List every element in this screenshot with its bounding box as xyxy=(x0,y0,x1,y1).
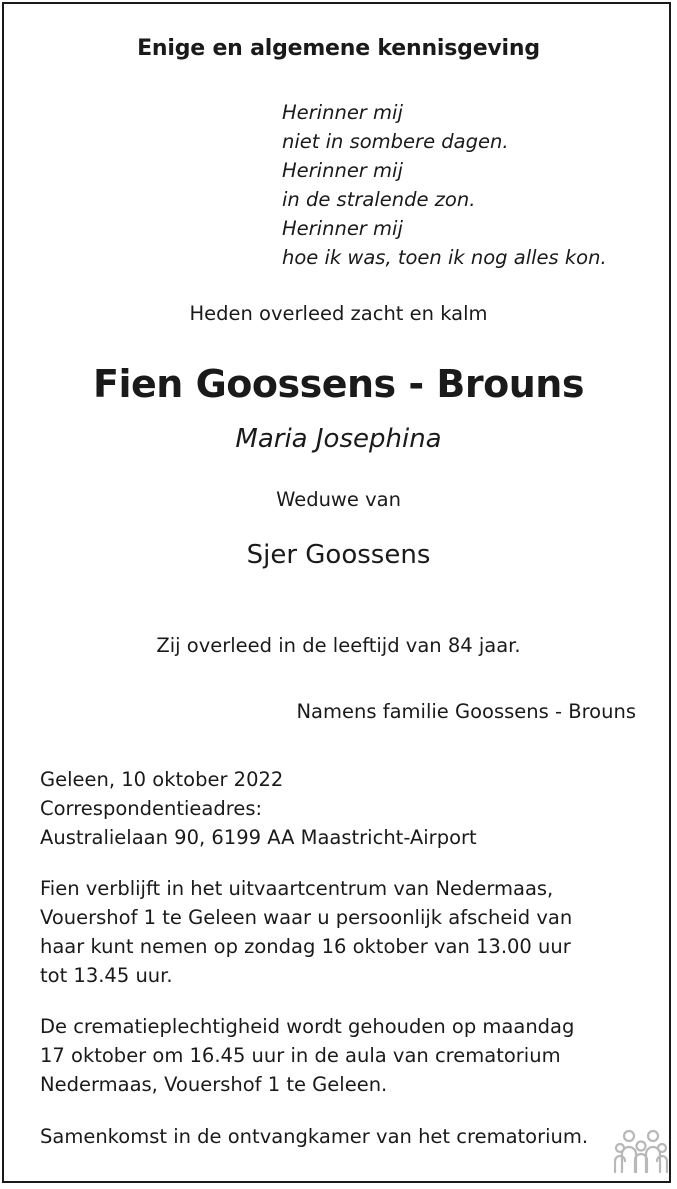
intro-text: Heden overleed zacht en kalm xyxy=(189,302,488,325)
family-signoff: Namens familie Goossens - Brouns xyxy=(296,700,636,723)
service-block xyxy=(40,1012,574,1099)
service-line: De crematieplechtigheid wordt gehouden op maandag xyxy=(40,1015,575,1038)
poem-line: in de stralende zon. xyxy=(282,188,476,211)
notice-heading: Enige en algemene kennisgeving xyxy=(137,36,540,61)
lying-in-state-line: Fien verblijft in het uitvaartcentrum van Nedermaas, xyxy=(40,877,554,900)
service-line: Nedermaas, Vouershof 1 te Geleen. xyxy=(40,1073,388,1096)
correspondence-label: Correspondentieadres: xyxy=(40,797,263,820)
correspondence-address: Australielaan 90, 6199 AA Maastricht-Airport xyxy=(40,826,477,849)
age-line: Zij overleed in de leeftijd van 84 jaar. xyxy=(156,634,521,657)
poem xyxy=(282,98,607,272)
family-group-icon xyxy=(614,1128,668,1176)
poem-line: Herinner mij xyxy=(282,159,403,182)
place-date-block xyxy=(40,765,477,852)
given-names: Maria Josephina xyxy=(235,424,442,454)
widow-of-label: Weduwe van xyxy=(276,488,401,511)
lying-in-state-line: tot 13.45 uur. xyxy=(40,964,173,987)
lying-in-state-block xyxy=(40,874,572,990)
poem-line: hoe ik was, toen ik nog alles kon. xyxy=(282,246,607,269)
spouse-name: Sjer Goossens xyxy=(246,540,431,570)
lying-in-state-line: Vouershof 1 te Geleen waar u persoonlijk afscheid van xyxy=(40,906,573,929)
place-date-line: Geleen, 10 oktober 2022 xyxy=(40,768,284,791)
poem-line: Herinner mij xyxy=(282,101,403,124)
deceased-name: Fien Goossens - Brouns xyxy=(93,362,584,406)
lying-in-state-line: haar kunt nemen op zondag 16 oktober van 13.00 uur xyxy=(40,935,571,958)
service-line: 17 oktober om 16.45 uur in de aula van crematorium xyxy=(40,1044,561,1067)
poem-line: niet in sombere dagen. xyxy=(282,130,509,153)
poem-line: Herinner mij xyxy=(282,217,403,240)
gathering-text: Samenkomst in de ontvangkamer van het crematorium. xyxy=(40,1125,589,1148)
